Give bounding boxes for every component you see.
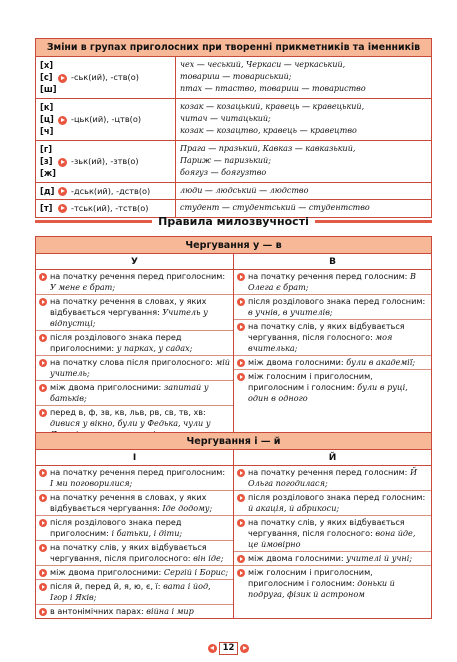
list-item: перед в, ф, зв, кв, льв, рв, св, тв, хв: дивися у вікно, були у Федька, чули у — [36, 406, 233, 441]
example-line: Париж — паризький; — [180, 156, 271, 165]
letter-label: [г] — [40, 144, 53, 154]
list-item: між голосним і приголосним, приголосним і голосним: були в руці, один в одного — [234, 370, 431, 405]
list-item: в антонімічних парах: війна і мир — [36, 605, 233, 618]
bullet-icon — [39, 583, 47, 591]
column-header: В — [329, 257, 336, 267]
bullet-icon — [39, 544, 47, 552]
list-item: після й, перед й, я, ю, є, ї: вата і йод, Ігор і Яків; — [36, 580, 233, 605]
section-heading — [35, 211, 432, 231]
suffix-label: -тськ(ий), -тств(о) — [71, 203, 149, 213]
letter-label: [ж] — [40, 168, 56, 178]
list-item: на початку речення перед голосним: В Олега є брат; — [234, 270, 431, 295]
example-line: боягуз — боягузтво — [180, 168, 267, 177]
bullet-icon — [237, 323, 245, 331]
example-line: чех — чеський, Черкаси — черкаський, — [180, 60, 346, 69]
bullet-icon — [237, 273, 245, 281]
bullet-icon — [39, 359, 47, 367]
page-number: 12 — [219, 642, 239, 655]
table-row — [36, 57, 431, 99]
letter-label: [з] — [40, 156, 53, 166]
list-item: між двома приголосними: запитай у батьків; — [36, 381, 233, 406]
bullet-icon — [237, 359, 245, 367]
table-row — [36, 99, 431, 141]
list-item: на початку слів, у яких відбувається чергування, після приголосного: він іде; — [36, 541, 233, 566]
consonant-changes-table — [35, 38, 432, 218]
list-item: на початку речення перед голосним: Й Ольга погодилася; — [234, 466, 431, 491]
list-item: між голосним і приголосним, приголосним і голосним: доньки й подруга, фізик й астроном — [234, 566, 431, 601]
rule-column-v — [234, 270, 431, 441]
bullet-icon — [39, 469, 47, 477]
prev-arrow-icon — [208, 644, 217, 653]
arrow-icon — [58, 158, 67, 167]
list-item: на початку речення перед приголосним: І ми поговорилися; — [36, 466, 233, 491]
suffix-label: -зьк(ий), -зтв(о) — [71, 156, 139, 166]
bullet-icon — [237, 298, 245, 306]
bullet-icon — [39, 334, 47, 342]
suffix-label: -ськ(ий), -ств(о) — [71, 72, 139, 82]
example-line: студент — студентський — студентство — [180, 203, 370, 212]
bullet-icon — [39, 298, 47, 306]
rule-i-y-box — [35, 432, 432, 619]
bullet-icon — [39, 409, 47, 417]
list-item: між двома голосними: учителі й учні; — [234, 552, 431, 566]
bullet-icon — [39, 608, 47, 616]
example-line: читач — читацький; — [180, 114, 271, 123]
bullet-icon — [237, 519, 245, 527]
bullet-icon — [39, 569, 47, 577]
list-item: між двома голосними: були в академії; — [234, 356, 431, 370]
example-line: козак — козацький, кравець — кравецький, — [180, 102, 365, 111]
arrow-icon — [58, 187, 67, 196]
divider — [35, 220, 152, 223]
table-row — [36, 141, 431, 183]
list-item: на початку слів, у яких відбувається чергування, після голосного: вона йде, це ймовірно — [234, 516, 431, 552]
bullet-icon — [39, 384, 47, 392]
list-item: на початку слова після приголосного: мій учитель; — [36, 356, 233, 381]
column-header: У — [36, 254, 234, 269]
bullet-icon — [39, 519, 47, 527]
list-item: на початку речення в словах, у яких відбувається чергування: Учитель у відпустці; — [36, 295, 233, 331]
list-item: на початку речення перед приголосним: У мене є брат; — [36, 270, 233, 295]
letter-label: [ш] — [40, 84, 57, 94]
page-number-indicator — [208, 641, 249, 655]
divider — [315, 220, 432, 223]
bullet-icon — [237, 373, 245, 381]
suffix-label: -дськ(ий), -дств(о) — [71, 186, 151, 196]
rule-title: Чергування і — й — [36, 433, 431, 450]
rule-columns-header — [36, 450, 431, 466]
arrow-icon — [58, 74, 67, 83]
bullet-icon — [39, 494, 47, 502]
letter-label: [с] — [40, 72, 53, 82]
letter-label: [х] — [40, 60, 54, 70]
next-arrow-icon — [240, 644, 249, 653]
example-line: люди — людський — людство — [180, 186, 309, 195]
list-item: після розділового знака перед голосним: в учнів, в учителів; — [234, 295, 431, 320]
bullet-icon — [237, 569, 245, 577]
list-item: між двома приголосними: Сергій і Борис; — [36, 566, 233, 580]
example-line: птах — птаство, товариш — товариство — [180, 84, 366, 93]
column-header: Й — [328, 453, 337, 463]
bullet-icon — [237, 494, 245, 502]
bullet-icon — [39, 273, 47, 281]
column-header: І — [36, 450, 234, 465]
rule-column-y — [234, 466, 431, 618]
example-line: козак — козацтво, кравець — кравецтво — [180, 126, 357, 135]
letter-label: [д] — [40, 186, 55, 196]
table-title: Зміни в групах приголосних при творенні прикметників та іменників — [36, 39, 431, 57]
list-item: після розділового знака перед приголосними: у парках, у садах; — [36, 331, 233, 356]
letter-label: [т] — [40, 203, 53, 213]
list-item: після розділового знака перед приголосним: і батьки, і діти; — [36, 516, 233, 541]
rule-column-u — [36, 270, 234, 441]
list-item: після розділового знака перед голосним: й акація, й абрикоси; — [234, 491, 431, 516]
rule-columns-header — [36, 254, 431, 270]
letter-label: [ц] — [40, 114, 54, 124]
rule-title: Чергування у — в — [36, 237, 431, 254]
rule-u-v-box — [35, 236, 432, 442]
list-item: на початку слів, у яких відбувається чергування, після голосного: моя вчителька; — [234, 320, 431, 356]
rule-column-i — [36, 466, 234, 618]
example-line: товариш — товариський; — [180, 72, 292, 81]
section-title: Правила милозвучності — [158, 214, 309, 228]
table-row — [36, 183, 431, 200]
list-item: на початку речення в словах, у яких відбувається чергування: Іде додому; — [36, 491, 233, 516]
arrow-icon — [58, 116, 67, 125]
bullet-icon — [237, 555, 245, 563]
example-line: Прага — празький, Кавказ — кавказький, — [180, 144, 356, 153]
suffix-label: -цьк(ий), -цтв(о) — [71, 114, 142, 124]
letter-label: [к] — [40, 102, 54, 112]
bullet-icon — [237, 469, 245, 477]
letter-label: [ч] — [40, 126, 54, 136]
